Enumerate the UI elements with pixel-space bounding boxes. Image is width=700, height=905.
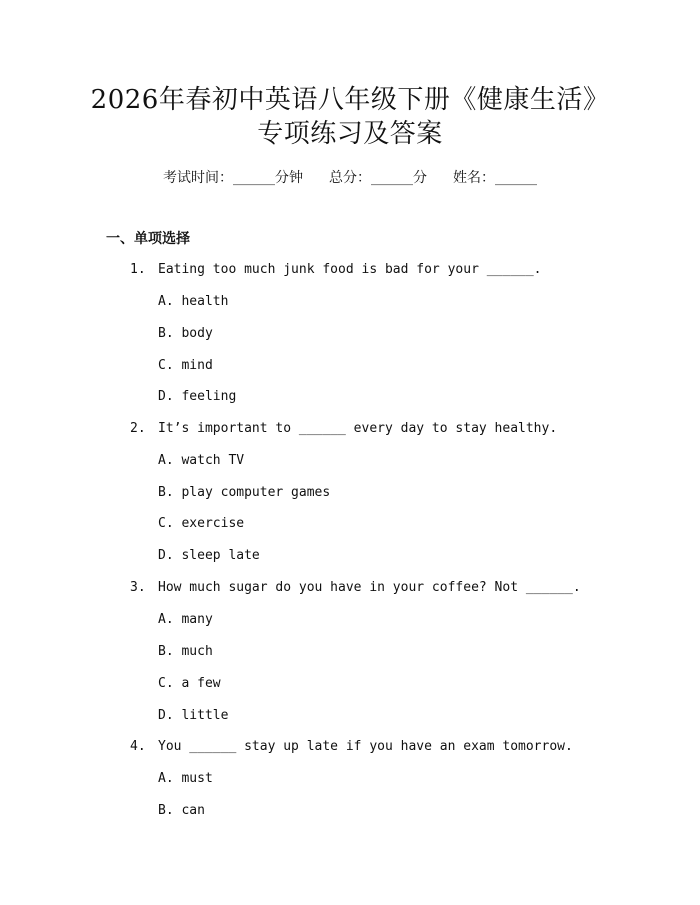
document-title-line-2: 专项练习及答案 xyxy=(257,119,443,149)
question-text: It’s important to ______ every day to stay healthy. xyxy=(158,421,558,436)
question-number: 4. xyxy=(130,739,146,754)
question-2-option-b: B. play computer games xyxy=(158,485,331,500)
question-number: 2. xyxy=(130,421,146,436)
question-2 xyxy=(130,419,557,439)
question-3-option-b: B. much xyxy=(158,644,213,659)
question-1-option-b: B. body xyxy=(158,326,213,341)
document-title-line-1: 2026年春初中英语八年级下册《健康生活》 xyxy=(90,85,610,115)
question-number: 3. xyxy=(130,580,146,595)
question-text: You ______ stay up late if you have an exam tomorrow. xyxy=(158,739,573,754)
question-text: How much sugar do you have in your coffee? Not ______. xyxy=(158,580,581,595)
question-4 xyxy=(130,737,573,757)
question-1-option-a: A. health xyxy=(158,294,229,309)
question-2-option-c: C. exercise xyxy=(158,516,245,531)
question-1-option-d: D. feeling xyxy=(158,389,237,404)
question-text: Eating too much junk food is bad for your ______. xyxy=(158,262,542,277)
question-2-option-d: D. sleep late xyxy=(158,548,260,563)
question-1-option-c: C. mind xyxy=(158,358,213,373)
total-score-label: 总分：______分 xyxy=(329,170,427,186)
student-name-label: 姓名：______ xyxy=(453,170,537,186)
question-3 xyxy=(130,578,581,598)
section-title: 一、单项选择 xyxy=(106,231,190,247)
question-3-option-d: D. little xyxy=(158,708,229,723)
question-1 xyxy=(130,260,542,280)
question-3-option-a: A. many xyxy=(158,612,213,627)
exam-time-label: 考试时间：______分钟 xyxy=(163,170,303,186)
exam-info-line xyxy=(0,168,700,188)
question-2-option-a: A. watch TV xyxy=(158,453,245,468)
question-number: 1. xyxy=(130,262,146,277)
question-4-option-a: A. must xyxy=(158,771,213,786)
question-3-option-c: C. a few xyxy=(158,676,221,691)
question-4-option-b: B. can xyxy=(158,803,205,818)
